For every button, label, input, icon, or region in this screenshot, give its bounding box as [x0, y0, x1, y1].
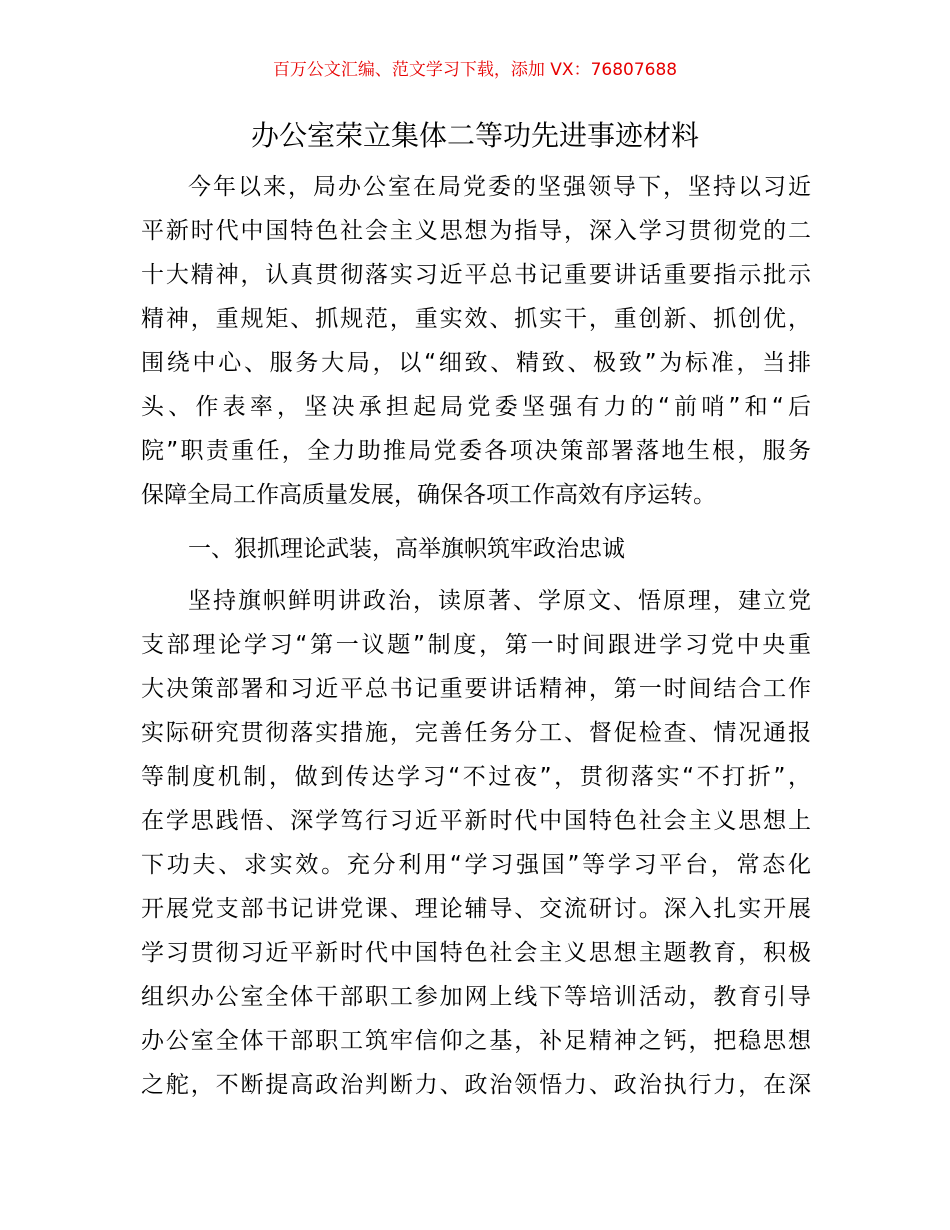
section-line: 在学思践悟、深学笃行习近平新时代中国特色社会主义思想上	[141, 808, 811, 834]
section-line: 下功夫、求实效。充分利用“学习强国”等学习平台，常态化	[141, 852, 811, 878]
section-line: 坚持旗帜鲜明讲政治，读原著、学原文、悟原理，建立党	[188, 588, 811, 614]
section-line: 学习贯彻习近平新时代中国特色社会主义思想主题教育，积极	[141, 940, 811, 966]
section-line: 开展党支部书记讲党课、理论辅导、交流研讨。深入扎实开展	[141, 896, 811, 922]
document-title: 办公室荣立集体二等功先进事迹材料	[250, 119, 699, 152]
intro-line: 平新时代中国特色社会主义思想为指导，深入学习贯彻党的二	[141, 218, 811, 244]
section-line: 支部理论学习“第一议题”制度，第一时间跟进学习党中央重	[141, 632, 811, 658]
intro-line: 十大精神，认真贯彻落实习近平总书记重要讲话重要指示批示	[141, 262, 811, 288]
intro-line: 今年以来，局办公室在局党委的坚强领导下，坚持以习近	[188, 174, 811, 200]
section-line: 实际研究贯彻落实措施，完善任务分工、督促检查、情况通报	[141, 720, 811, 746]
intro-line: 精神，重规矩、抓规范，重实效、抓实干，重创新、抓创优，	[141, 306, 811, 332]
intro-line: 围绕中心、服务大局，以“细致、精致、极致”为标准，当排	[141, 350, 811, 376]
intro-line: 保障全局工作高质量发展，确保各项工作高效有序运转。	[141, 482, 716, 508]
section-line: 等制度机制，做到传达学习“不过夜”，贯彻落实“不打折”，	[141, 764, 811, 790]
intro-line: 院”职责重任，全力助推局党委各项决策部署落地生根，服务	[141, 438, 811, 464]
section-line: 大决策部署和习近平总书记重要讲话精神，第一时间结合工作	[141, 676, 811, 702]
section-line: 办公室全体干部职工筑牢信仰之基，补足精神之钙，把稳思想	[141, 1028, 811, 1054]
section-heading: 一、狠抓理论武装，高举旗帜筑牢政治忠诚	[188, 536, 625, 562]
header-banner: 百万公文汇编、范文学习下载，添加 VX：76807688	[272, 60, 678, 80]
intro-line: 头、作表率，坚决承担起局党委坚强有力的“前哨”和“后	[141, 394, 811, 420]
section-line: 组织办公室全体干部职工参加网上线下等培训活动，教育引导	[141, 984, 811, 1010]
section-line: 之舵，不断提高政治判断力、政治领悟力、政治执行力，在深	[141, 1072, 811, 1098]
